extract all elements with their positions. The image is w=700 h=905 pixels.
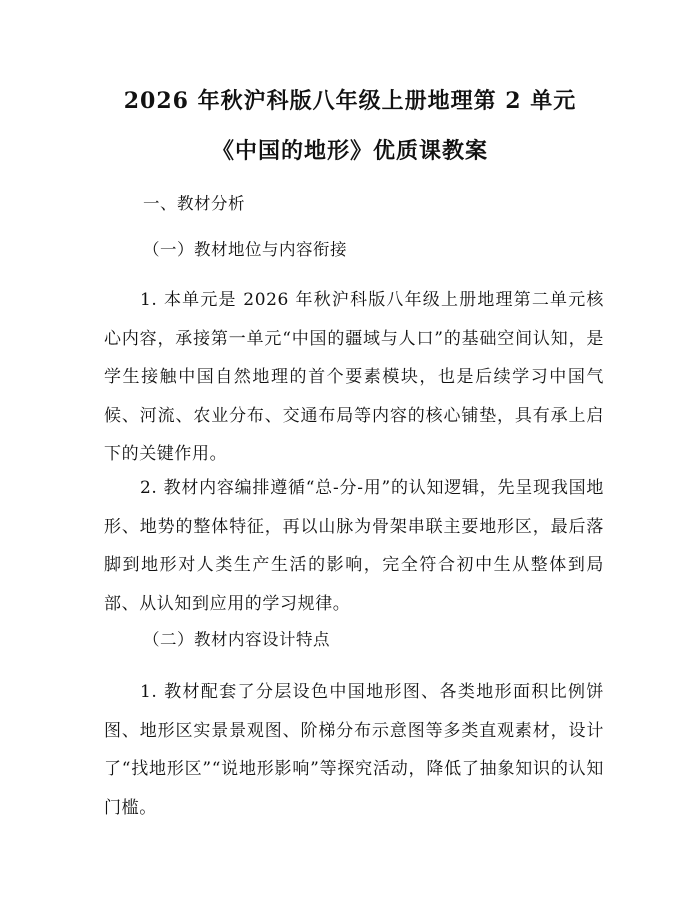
section-heading-textbook-analysis: 一、教材分析 [143, 194, 245, 213]
document-title-line-1: 2026 年秋沪科版八年级上册地理第 2 单元 [123, 88, 577, 114]
subsection-heading-position-and-connection: （一）教材地位与内容衔接 [143, 240, 347, 259]
paragraph-content-logic: 2. 教材内容编排遵循“总-分-用”的认知逻辑，先呈现我国地形、地势的整体特征，再以山脉为骨架串联主要地形区，最后落脚到地形对人类生产生活的影响，完全符合初中生从整体到局部、从认知到应用的学习规律。 [104, 478, 604, 614]
document-title-line-2: 《中国的地形》优质课教案 [211, 138, 488, 164]
subsection-heading-design-features: （二）教材内容设计特点 [143, 630, 330, 649]
paragraph-teaching-materials: 1. 教材配套了分层设色中国地形图、各类地形面积比例饼图、地形区实景景观图、阶梯分布示意图等多类直观素材，设计了“找地形区”“说地形影响”等探究活动，降低了抽象知识的认知门槛。 [104, 682, 604, 818]
paragraph-unit-position: 1. 本单元是 2026 年秋沪科版八年级上册地理第二单元核心内容，承接第一单元“中国的疆域与人口”的基础空间认知，是学生接触中国自然地理的首个要素模块，也是后续学习中国气候、河流、农业分布、交通布局等内容的核心铺垫，具有承上启下的关键作用。 [104, 290, 604, 464]
